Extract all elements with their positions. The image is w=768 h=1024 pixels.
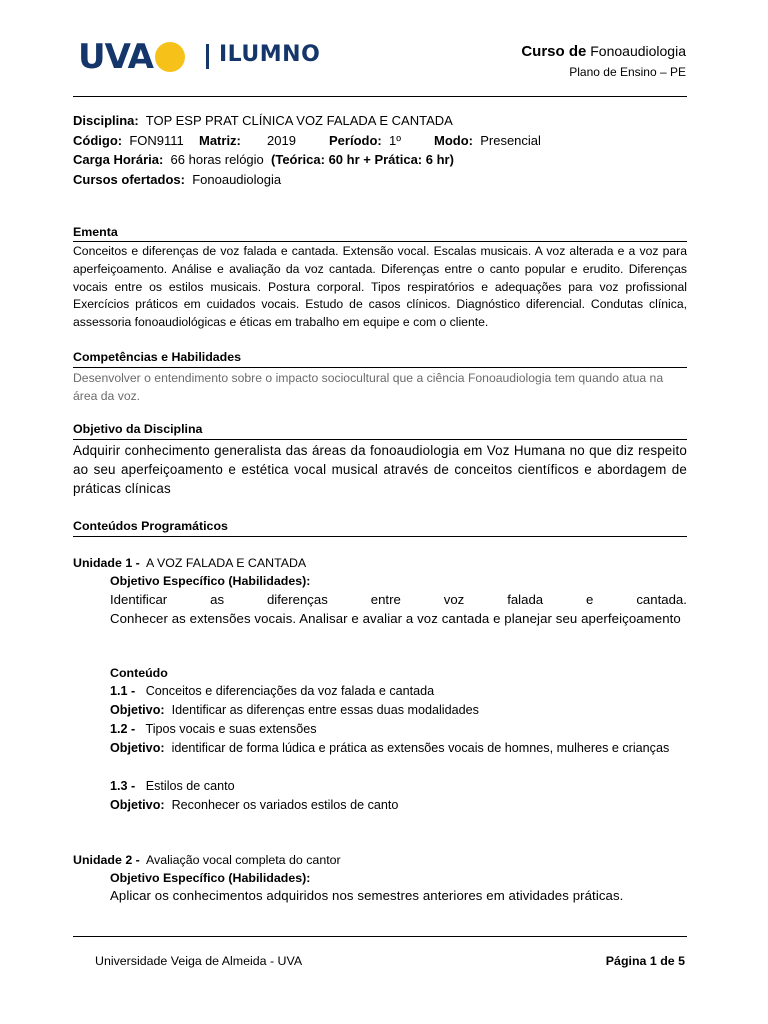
item-1-3: [110, 777, 687, 815]
footer-rule: [73, 936, 687, 937]
item-1-2: [110, 720, 687, 758]
ementa-rule: [73, 241, 687, 242]
competencias-text: Desenvolver o entendimento sobre o impacto sociocultural que a ciência Fonoaudiologia tem quando atua na área da voz.: [73, 371, 664, 404]
item-number: 1.2 -: [110, 722, 136, 736]
item-1-3-objective: [110, 796, 687, 815]
unit2-obj-text: Aplicar os conhecimentos adquiridos nos semestres anteriores em atividades práticas.: [110, 888, 624, 903]
objective-label: Objetivo:: [110, 741, 165, 755]
unit1-conteudo-title: Conteúdo: [110, 666, 168, 680]
carga-label: Carga Horária:: [73, 152, 164, 168]
unit1-word: e: [586, 592, 594, 607]
ementa-text: Conceitos e diferenças de voz falada e cantada. Extensão vocal. Escalas musicais. A voz alterada e a voz para aperfeiçoamento. Análise e avaliação da voz cantada. Diferenças entre o canto popular e erudito. Diferenças vocais entre os estilos musicais. Postura corporal. Tipos respiratórios e adequações para voz profissional Exercícios práticos em cuidados vocais. Estudo de casos clínicos. Diagnóstico diferencial. Condutas clínica, assessoria fonoaudiológicas e éticas em trabalho em equipe e com o cliente.: [73, 244, 687, 330]
carga-value: 66 horas relógio: [170, 152, 264, 168]
item-number: 1.3 -: [110, 779, 136, 793]
uva-logo-dot-icon: [155, 42, 185, 72]
item-1-1-title: [110, 682, 687, 701]
item-number: 1.1 -: [110, 684, 136, 698]
matriz-value: 2019: [267, 132, 296, 148]
item-1-2-title: [110, 720, 687, 739]
unit1-label: Unidade 1 -: [73, 556, 140, 570]
unit1-word: cantada.: [636, 592, 687, 607]
meta-carga: [73, 150, 687, 170]
header-rule: [73, 96, 687, 97]
course-name: Fonoaudiologia: [590, 43, 686, 59]
unit1-word: entre: [370, 592, 401, 607]
periodo-label: Período:: [329, 132, 382, 148]
unit1-title: [73, 555, 306, 571]
meta-disciplina: [73, 111, 687, 131]
unit1-word: Identificar: [110, 592, 168, 607]
logo-divider: [206, 44, 209, 69]
meta-cursos: [73, 170, 687, 190]
course-prefix: Curso de: [521, 43, 587, 60]
competencias-title: Competências e Habilidades: [73, 350, 242, 364]
unit1-word: as: [210, 592, 225, 607]
disciplina-label: Disciplina:: [73, 113, 139, 128]
codigo-label: Código:: [73, 132, 123, 148]
objetivo-title: Objetivo da Disciplina: [73, 422, 203, 436]
item-1-3-title: [110, 777, 687, 796]
conteudos-title: Conteúdos Programáticos: [73, 519, 228, 533]
objective-label: Objetivo:: [110, 703, 165, 717]
course-title: [521, 42, 686, 61]
plan-title: Plano de Ensino – PE: [569, 65, 686, 79]
header-course-info: [521, 42, 686, 81]
uva-logo-text: UVA: [78, 37, 153, 77]
unit1-obj-line2: Conhecer as extensões vocais. Analisar e avaliar a voz cantada e planejar seu aperfeiçoamento: [110, 611, 681, 626]
unit2-label: Unidade 2 -: [73, 853, 140, 867]
unit1-word: diferenças: [266, 592, 328, 607]
ementa-title: Ementa: [73, 225, 118, 239]
uva-logo: [78, 38, 185, 76]
modo-value: Presencial: [480, 132, 541, 148]
item-title: Estilos de canto: [145, 779, 235, 793]
unit1-obj-line1: [110, 590, 687, 609]
item-1-2-objective: [110, 739, 687, 758]
competencias-rule: [73, 367, 687, 368]
meta-codigo-row: [73, 131, 687, 151]
item-title: Conceitos e diferenciações da voz falada e cantada: [145, 684, 435, 698]
objective-text: Reconhecer os variados estilos de canto: [171, 798, 399, 812]
footer-university: Universidade Veiga de Almeida - UVA: [95, 954, 303, 968]
objetivo-text: Adquirir conhecimento generalista das áreas da fonoaudiologia em Voz Humana no que diz respeito ao seu aperfeiçoamento e estética vocal musical através de conceitos científicos e abordagem de práticas clínicas: [73, 443, 687, 496]
objetivo-rule: [73, 439, 687, 440]
matriz-label: Matriz:: [199, 132, 241, 148]
item-title: Tipos vocais e suas extensões: [145, 722, 317, 736]
unit1-word: falada: [507, 592, 544, 607]
cursos-label: Cursos ofertados:: [73, 171, 185, 187]
objective-text: identificar de forma lúdica e prática as extensões vocais de homnes, mulheres e crianças: [171, 741, 670, 755]
unit1-word: voz: [443, 592, 465, 607]
conteudos-rule: [73, 536, 687, 537]
codigo-value: FON9111: [129, 132, 184, 148]
item-1-1: [110, 682, 687, 720]
disciplina-value: TOP ESP PRAT CLÍNICA VOZ FALADA E CANTADA: [145, 113, 453, 128]
unit2-obj-title: Objetivo Específico (Habilidades):: [110, 871, 311, 885]
course-metadata: [73, 111, 687, 189]
unit1-obj-title: Objetivo Específico (Habilidades):: [110, 574, 311, 588]
teorica-pratica: (Teórica: 60 hr + Prática: 6 hr): [271, 152, 454, 168]
periodo-value: 1º: [388, 132, 401, 148]
objective-label: Objetivo:: [110, 798, 165, 812]
modo-label: Modo:: [434, 132, 473, 148]
ilumno-logo: ILUMNO: [219, 42, 321, 67]
item-1-1-objective: [110, 701, 687, 720]
unit2-name: Avaliação vocal completa do cantor: [145, 853, 341, 867]
unit2-title: [73, 852, 341, 868]
objective-text: Identificar as diferenças entre essas duas modalidades: [171, 703, 479, 717]
unit1-name: A VOZ FALADA E CANTADA: [145, 556, 307, 570]
footer-page-number: Página 1 de 5: [605, 954, 685, 968]
cursos-value: Fonoaudiologia: [192, 171, 282, 187]
